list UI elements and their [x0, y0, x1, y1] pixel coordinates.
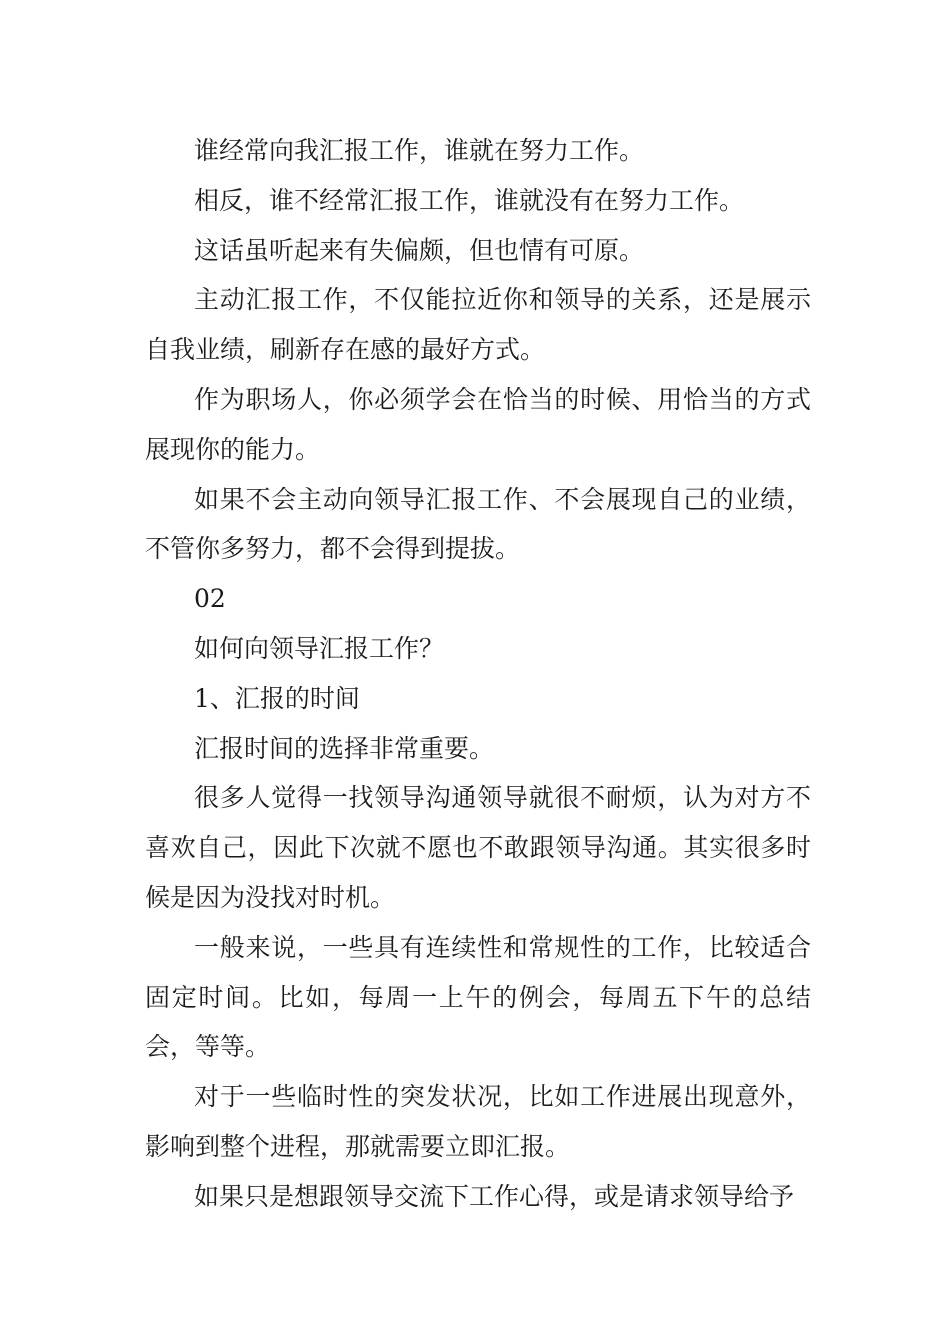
section-number: 02: [194, 584, 226, 614]
paragraph: 相反，谁不经常汇报工作，谁就没有在努力工作。: [194, 185, 745, 215]
subsection-heading: 1、汇报的时间: [194, 683, 360, 713]
paragraph: 如果只是想跟领导交流下工作心得，或是请求领导给予: [194, 1181, 795, 1211]
paragraph: 如果不会主动向领导汇报工作、不会展现自己的业绩，不管你多努力，都不会得到提拔。: [145, 484, 811, 564]
paragraph: 汇报时间的选择非常重要。: [194, 733, 495, 763]
paragraph: 主动汇报工作，不仅能拉近你和领导的关系，还是展示自我业绩，刷新存在感的最好方式。: [145, 285, 811, 365]
paragraph: 谁经常向我汇报工作，谁就在努力工作。: [194, 136, 645, 165]
paragraph: 一般来说，一些具有连续性和常规性的工作，比较适合固定时间。比如，每周一上午的例会，每周五下午的总结会，等等。: [145, 932, 811, 1062]
paragraph: 这话虽听起来有失偏颇，但也情有可原。: [194, 235, 645, 265]
paragraph: 对于一些临时性的突发状况，比如工作进展出现意外，影响到整个进程，那就需要立即汇报。: [145, 1082, 811, 1161]
document-body: [145, 126, 811, 1222]
section-heading: 如何向领导汇报工作？: [194, 633, 445, 663]
paragraph: 很多人觉得一找领导沟通领导就很不耐烦，认为对方不喜欢自己，因此下次就不愿也不敢跟领导沟通。其实很多时候是因为没找对时机。: [145, 783, 811, 912]
paragraph: 作为职场人，你必须学会在恰当的时候、用恰当的方式展现你的能力。: [145, 384, 811, 464]
